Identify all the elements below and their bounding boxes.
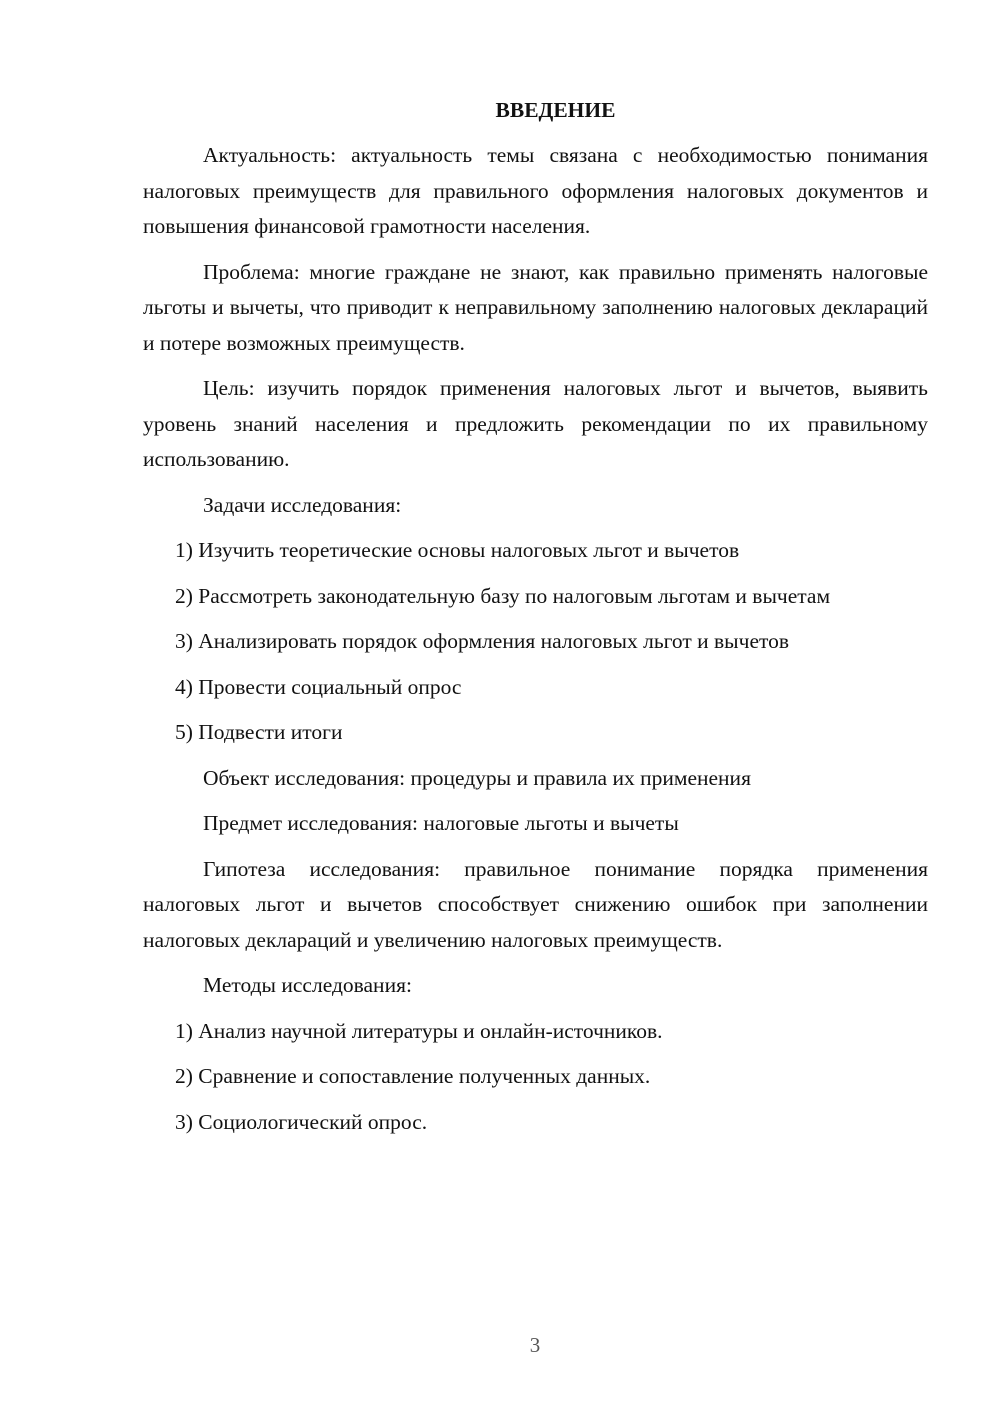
method-item: 2) Сравнение и сопоставление полученных данных. — [175, 1064, 651, 1088]
method-item: 1) Анализ научной литературы и онлайн-источников. — [175, 1018, 663, 1043]
document-body — [143, 96, 928, 1150]
task-item: 3) Анализировать порядок оформления налоговых льгот и вычетов — [175, 629, 789, 653]
relevance-paragraph: Актуальность: актуальность темы связана с необходимостью понимания налоговых преимуществ для правильного оформления налоговых документов и повышения финансовой грамотности населения. — [143, 143, 928, 238]
methods-title: Методы исследования: — [203, 973, 412, 997]
task-item: 2) Рассмотреть законодательную базу по налоговым льготам и вычетам — [175, 583, 831, 608]
method-item: 3) Социологический опрос. — [175, 1109, 428, 1134]
goal-paragraph: Цель: изучить порядок применения налоговых льгот и вычетов, выявить уровень знаний населения и предложить рекомендации по их правильному использованию. — [143, 376, 928, 471]
task-item: 1) Изучить теоретические основы налоговых льгот и вычетов — [175, 538, 740, 562]
page-number: 3 — [529, 1333, 541, 1357]
problem-paragraph: Проблема: многие граждане не знают, как правильно применять налоговые льготы и вычеты, что приводит к неправильному заполнению налоговых деклараций и потере возможных преимуществ. — [143, 259, 928, 355]
object-paragraph: Объект исследования: процедуры и правила их применения — [203, 765, 751, 790]
section-heading: ВВЕДЕНИЕ — [495, 98, 616, 122]
task-item: 4) Провести социальный опрос — [175, 674, 462, 699]
tasks-title: Задачи исследования: — [203, 492, 402, 517]
hypothesis-paragraph: Гипотеза исследования: правильное понимание порядка применения налоговых льгот и вычетов способствует снижению ошибок при заполнении налоговых деклараций и увеличению налоговых преимуществ. — [143, 856, 928, 952]
subject-paragraph: Предмет исследования: налоговые льготы и вычеты — [203, 811, 679, 835]
task-item: 5) Подвести итоги — [175, 720, 343, 744]
